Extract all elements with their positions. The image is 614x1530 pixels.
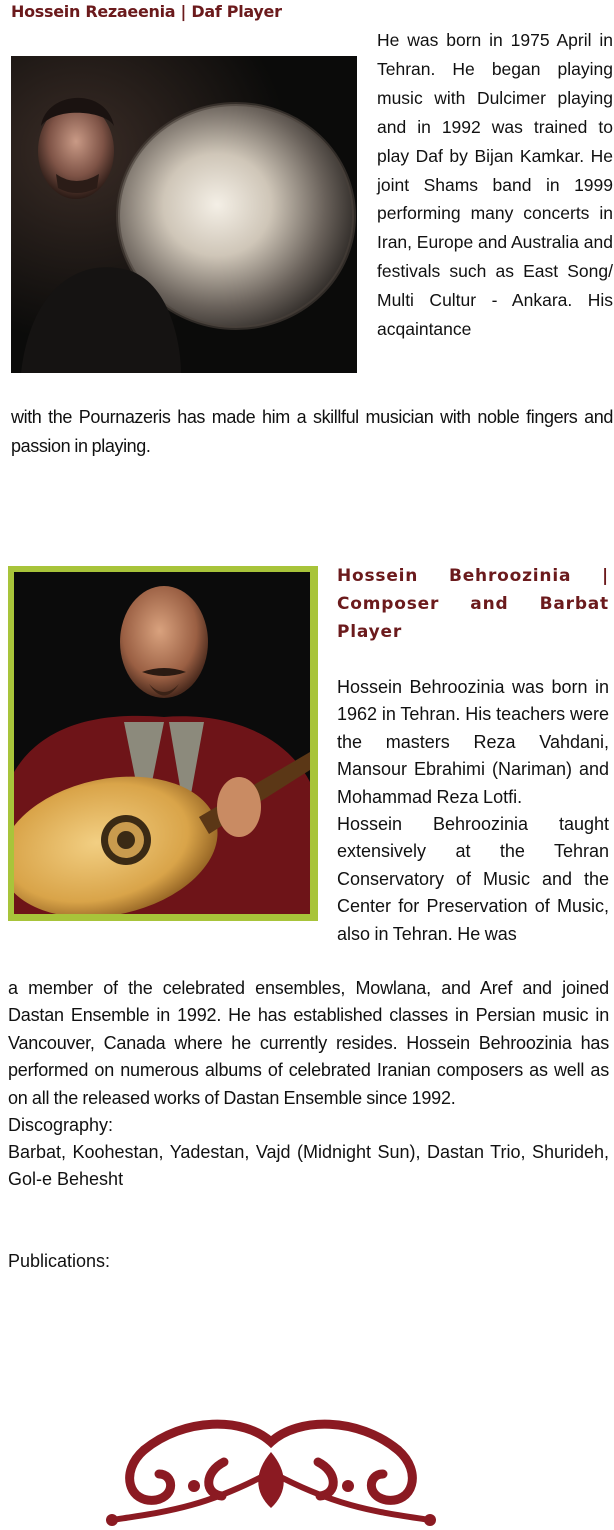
bio-behroozinia-continued: a member of the celebrated ensembles, Mowlana, and Aref and joined Dastan Ensemble in 1992. He has established classes in Persian music in Vancouver, Canada where he currently resides. Hossein Behroozinia has performed on numerous albums of celebrated Iranian composers as well as on all the released works of Dastan Ensemble since 1992. [8,978,609,1108]
scroll-ornament-icon [104,1412,438,1530]
photo-behroozinia-barbat-player [14,572,310,914]
discography-list: Barbat, Koohestan, Yadestan, Vajd (Midnight Sun), Dastan Trio, Shurideh, Gol-e Behesht [8,1142,609,1190]
bio-rezaeenia-continued: with the Pournazeris has made him a skillful musician with noble fingers and passion in playing. [11,407,613,456]
bio-behroozinia-side [337,674,609,948]
portrait-with-barbat-image [14,572,310,914]
bio-behroozinia-paragraph-1: Hossein Behroozinia was born in 1962 in Tehran. His teachers were the masters Reza Vahdani, Mansour Ebrahimi (Nariman) and Mohammad Reza Lotfi. [337,677,609,807]
section-title-behroozinia: Hossein Behroozinia | Composer and Barbat Player [337,566,609,642]
publications-label: Publications: [8,1251,111,1271]
discography-label: Discography: [8,1115,114,1135]
portrait-with-daf-image [11,56,357,373]
bio-rezaeenia-side: He was born in 1975 April in Tehran. He began playing music with Dulcimer playing and in 1992 was trained to play Daf by Bijan Kamkar. He joint Shams band in 1999 performing many concerts in Iran, Europe and Australia and festivals such as East Song/ Multi Cultur - Ankara. His acqaintance [377,30,613,340]
photo-rezaeenia-daf-player [11,56,357,373]
photo-behroozinia-frame [8,566,318,921]
bio-behroozinia-paragraph-2: Hossein Behroozinia taught extensively at the Tehran Conservatory of Music and the Center for Preservation of Music, also in Tehran. He was [337,814,609,944]
section-title-rezaeenia: Hossein Rezaeenia | Daf Player [11,2,282,21]
